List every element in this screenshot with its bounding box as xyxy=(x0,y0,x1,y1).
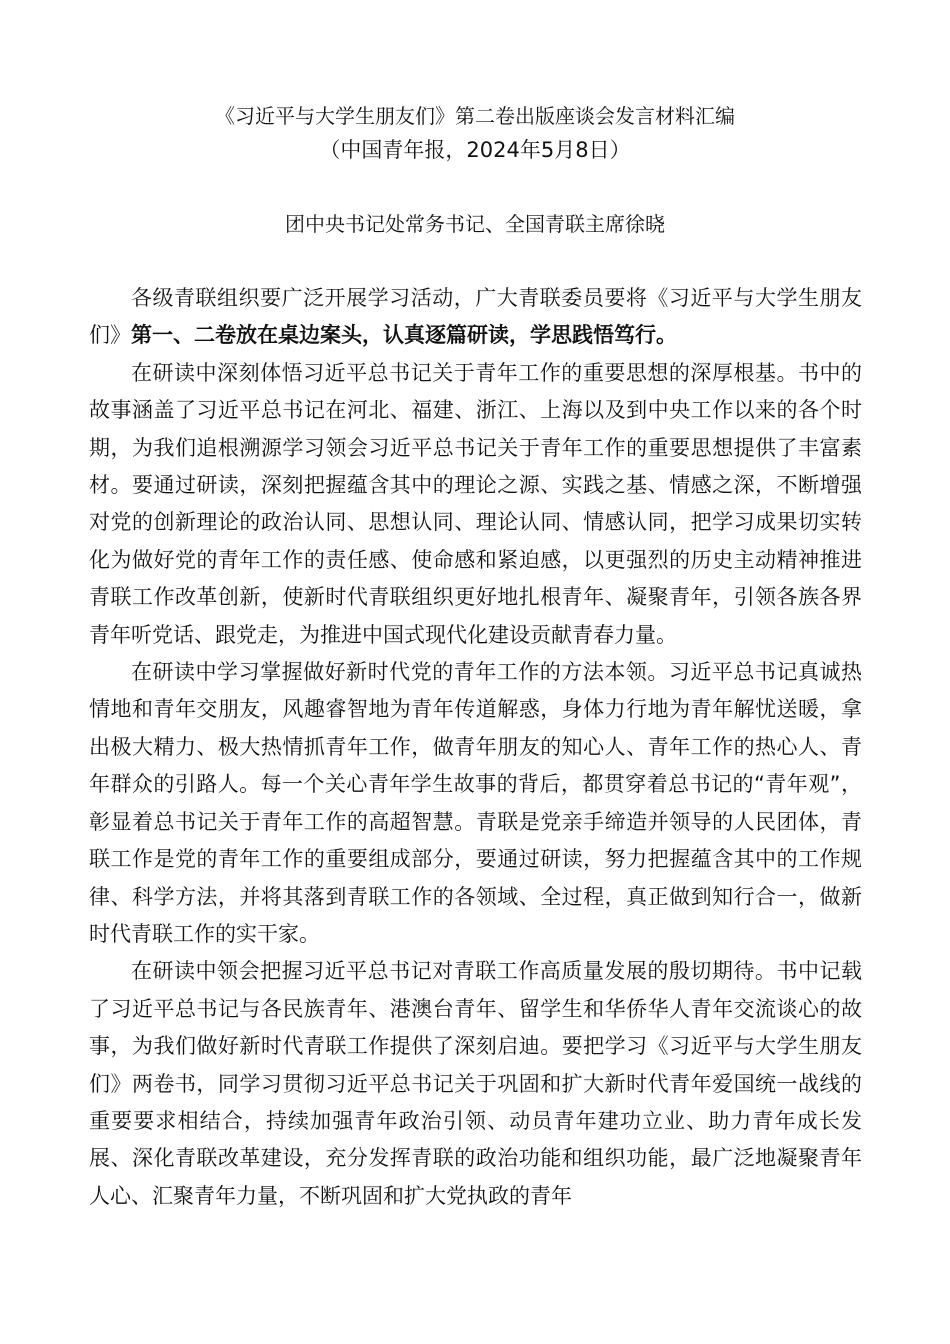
paragraph-3: 在研读中学习掌握做好新时代党的青年工作的方法本领。习近平总书记真诚热情地和青年交朋友，风趣睿智地为青年传道解惑，身体力行地为青年解忧送暖，拿出极大精力、极大热情抓青年工作，做青年朋友的知心人、青年工作的热心人、青年群众的引路人。每一个关心青年学生故事的背后，都贯穿着总书记的“青年观”，彰显着总书记关于青年工作的高超智慧。青联是党亲手缔造并领导的人民团体，青联工作是党的青年工作的重要组成部分，要通过研读，努力把握蕴含其中的工作规律、科学方法，并将其落到青联工作的各领域、全过程，真正做到知行合一，做新时代青联工作的实干家。 xyxy=(89,660,862,946)
paragraph-1-plain: 各级青联组织要广泛开展学习活动，广大青联委员要将《习近平与大学生朋友们》 xyxy=(89,286,862,348)
speaker-line: 团中央书记处常务书记、全国青联主席徐晓 xyxy=(285,212,665,236)
document-title: 《习近平与大学生朋友们》第二卷出版座谈会发言材料汇编 xyxy=(215,104,735,128)
paragraph-4: 在研读中领会把握习近平总书记对青联工作高质量发展的殷切期待。书中记载了习近平总书记与各民族青年、港澳台青年、留学生和华侨华人青年交流谈心的故事，为我们做好新时代青联工作提供了深刻启迪。要把学习《习近平与大学生朋友们》两卷书，同学习贯彻习近平总书记关于巩固和扩大新时代青年爱国统一战线的重要要求相结合，持续加强青年政治引领、动员青年建功立业、助力青年成长发展、深化青联改革建设，充分发挥青联的政治功能和组织功能，最广泛地凝聚青年人心、汇聚青年力量，不断巩固和扩大党执政的青年 xyxy=(89,959,862,1208)
source-line: （中国青年报，2024年5月8日） xyxy=(319,138,631,162)
article-body xyxy=(89,280,862,1215)
paragraph-1 xyxy=(89,280,862,355)
paragraph-2: 在研读中深刻体悟习近平总书记关于青年工作的重要思想的深厚根基。书中的故事涵盖了习近平总书记在河北、福建、浙江、上海以及到中央工作以来的各个时期，为我们追根溯源学习领会习近平总书记关于青年工作的重要思想提供了丰富素材。要通过研读，深刻把握蕴含其中的理论之源、实践之基、情感之深，不断增强对党的创新理论的政治认同、思想认同、理论认同、情感认同，把学习成果切实转化为做好党的青年工作的责任感、使命感和紧迫感，以更强烈的历史主动精神推进青联工作改革创新，使新时代青联组织更好地扎根青年、凝聚青年，引领各族各界青年听党话、跟党走，为推进中国式现代化建设贡献青春力量。 xyxy=(89,360,862,647)
paragraph-1-bold: 第一、二卷放在桌边案头，认真逐篇研读，学思践悟笃行。 xyxy=(131,323,677,348)
